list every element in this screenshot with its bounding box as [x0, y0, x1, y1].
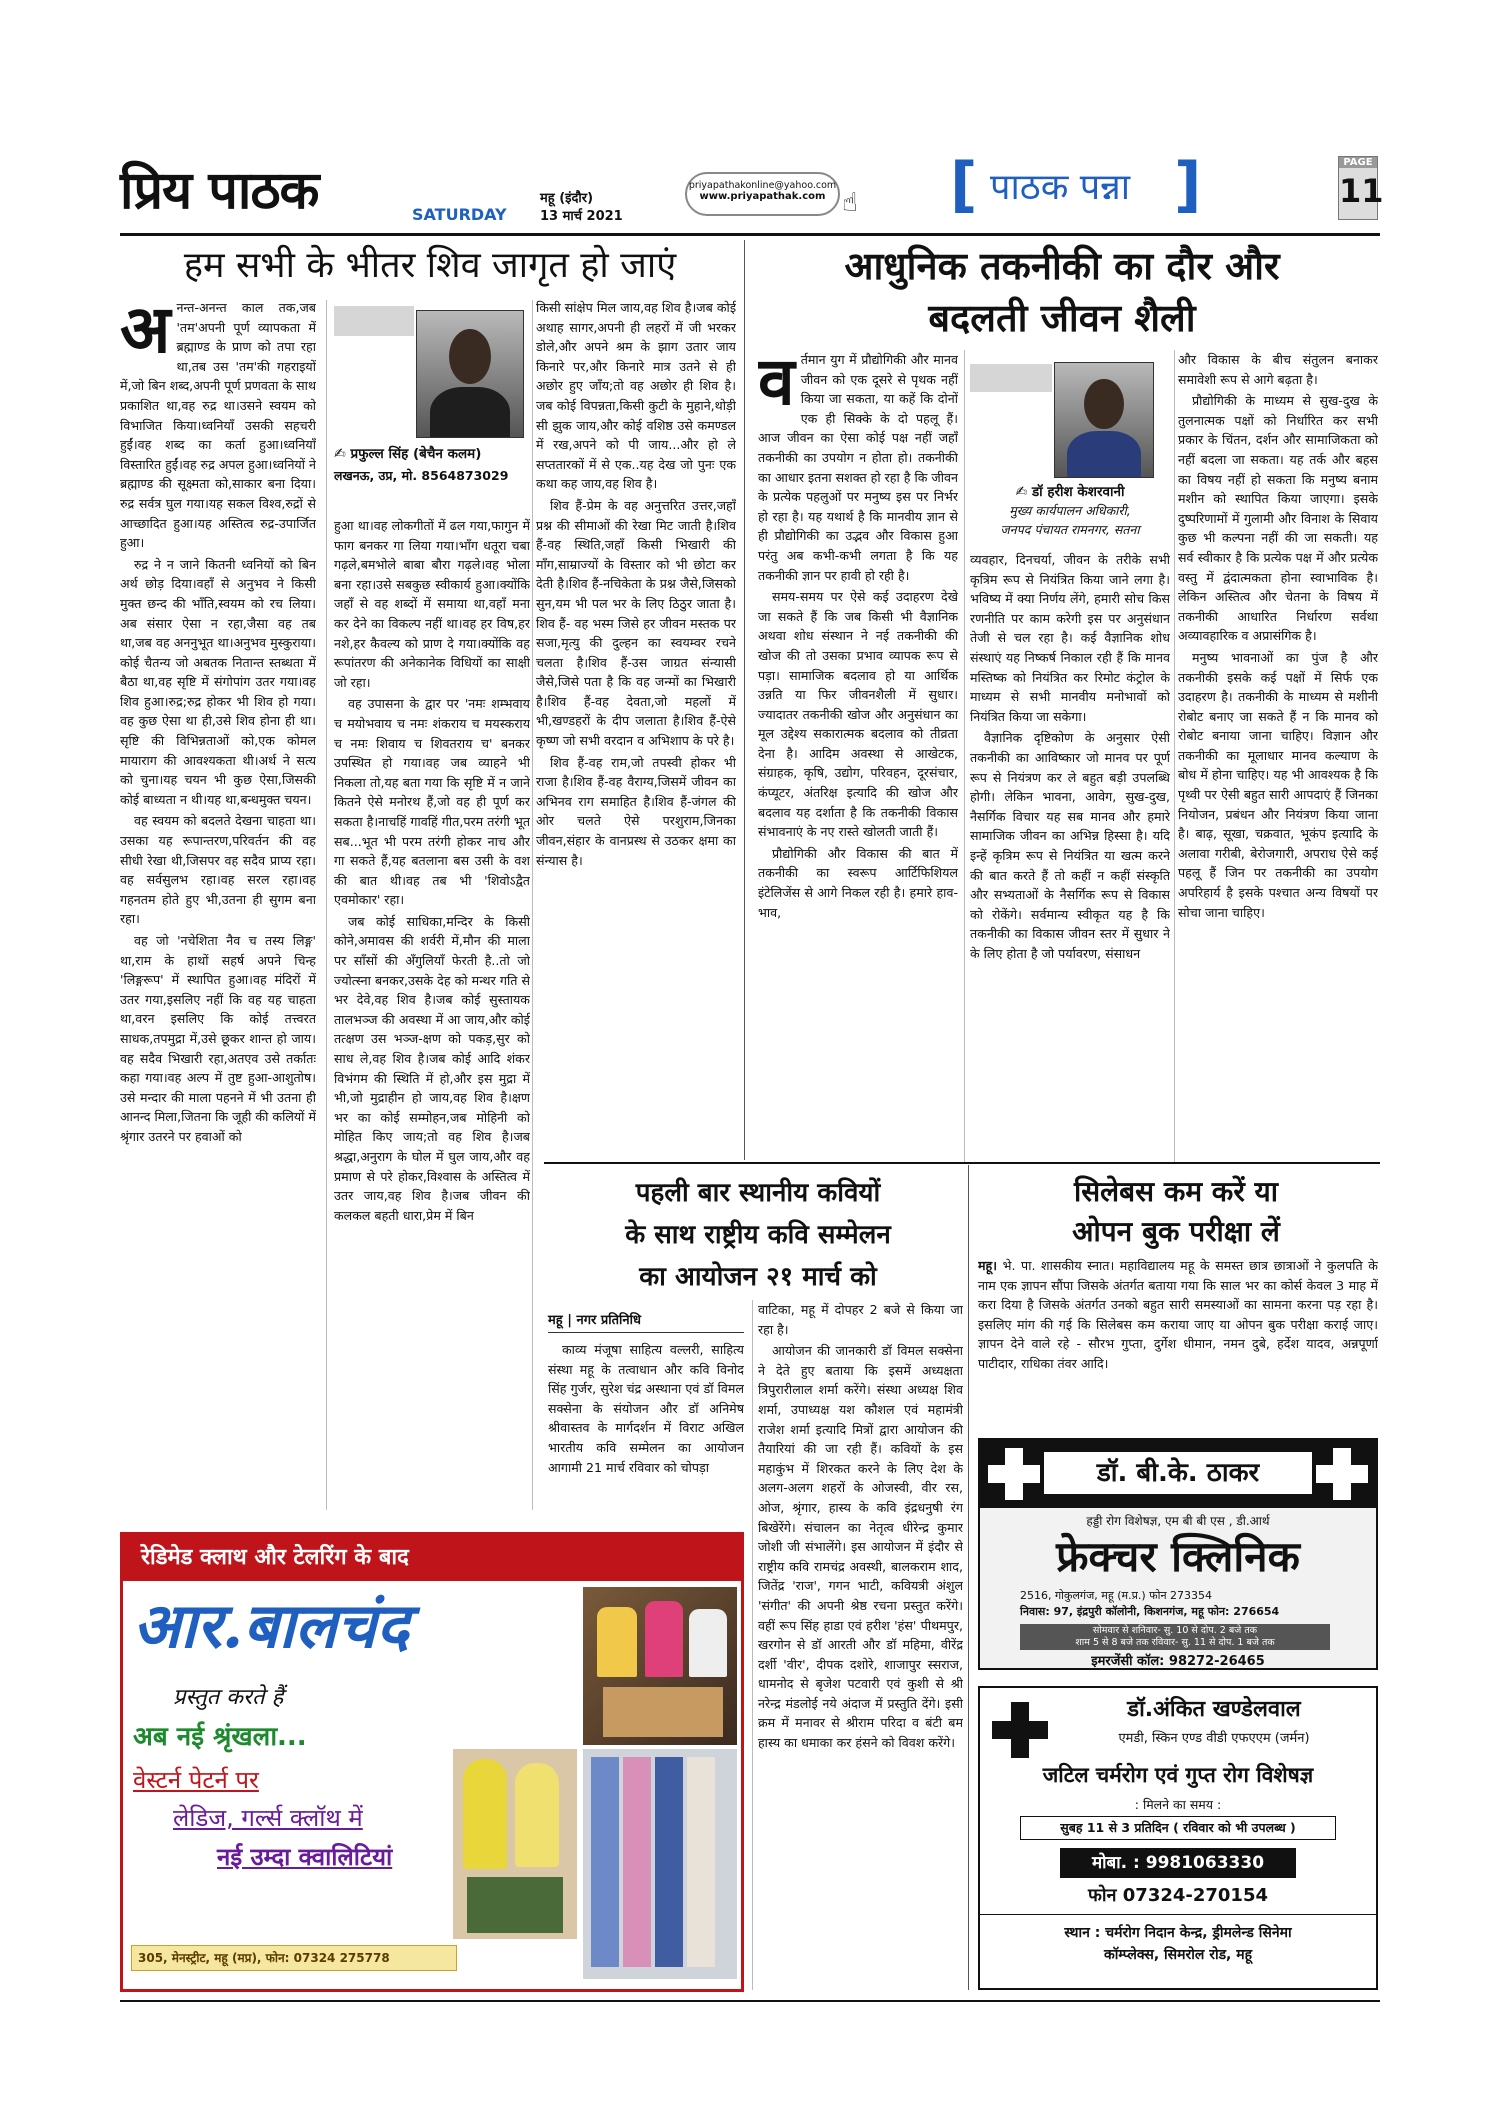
article2-author-role: मुख्य कार्यपालन अधिकारी, — [1009, 503, 1131, 518]
ad1-qualification: हड्डी रोग विशेषज्ञ, एम बी बी एस , डी.आर्थ — [1086, 1514, 1270, 1528]
article4-body: महू। भे. पा. शासकीय स्नात। महाविद्यालय महू के समस्त छात्र छात्राओं ने कुलपति के नाम एक ज्ञापन सौंपा जिसके अंतर्गत बताया गया कि साल भर का कोर्स केवल 3 माह में करा दिया है जिसके अंतर्गत उनको बहुत सारी समस्याओं का सामना करना पड़ रहा है। इसलिए मांग की गई कि सिलेबस कम कराया जाए या ओपन बुक परीक्षा कराई जाए। ज्ञापन देने वाले रहे - सौरभ गुप्ता, दुर्गेश धीमान, नमन दुबे, हर्देश यादव, अन्नपूर्णा पाटीदार, राधिका तंवर आदि। — [978, 1258, 1378, 1371]
ad-balchand[interactable] — [120, 1532, 744, 1992]
ad-fracture-clinic[interactable] — [978, 1438, 1378, 1670]
medical-cross-icon — [1316, 1448, 1368, 1500]
article2-headline: आधुनिक तकनीकी का दौर और बदलती जीवन शैली — [844, 243, 1280, 340]
bracket-left-icon: [ — [950, 150, 978, 220]
ad3-presents: प्रस्तुत करते हैं — [173, 1685, 284, 1710]
masthead-day: SATURDAY — [412, 205, 507, 224]
product-photo-tops — [583, 1587, 737, 1745]
pen-icon: ✍ — [1015, 484, 1028, 500]
masthead-divider — [120, 233, 1380, 236]
article1-dropcap: अ — [120, 298, 171, 368]
article2-author-box — [970, 358, 1170, 550]
email-link[interactable]: priyapathakonline@yahoo.com — [688, 180, 837, 191]
ad3-address-bar: 305, मेनस्ट्रीट, महू (मप्र), फोन: 07324 275778 — [131, 1945, 457, 1971]
article2-dropcap: व — [758, 350, 795, 420]
article1-author-place: लखनऊ, उप्र, मो. 8564873029 — [334, 468, 509, 483]
ad2-timing: सुबह 11 से 3 प्रतिदिन ( रविवार को भी उपलब्ध ) — [1020, 1816, 1336, 1840]
ad2-phone[interactable]: फोन 07324-270154 — [1087, 1885, 1269, 1906]
ad2-doctor-name: डॉ.अंकित खण्डेलवाल — [1127, 1697, 1301, 1722]
pen-icon: ✍ — [334, 446, 346, 462]
ad3-new-range: अब नई श्रृंखला... — [133, 1722, 307, 1752]
column-rule — [968, 1165, 969, 1990]
column-rule — [752, 1300, 753, 1990]
ad2-location: स्थान : चर्मरोग निदान केन्द्र, ड्रीमलेन्ड सिनेमा कॉम्प्लेक्स, सिमरोल रोड, महू — [1064, 1925, 1292, 1963]
product-photo-jeans — [583, 1749, 737, 1979]
article2-column1: व र्तमान युग में प्रौद्योगिकी और मानव जीवन को एक दूसरे से पृथक नहीं किया जा सकता, या कहें कि दोनों एक ही सिक्के के दो पहलू हैं। आज जीवन का ऐसा कोई पक्ष नहीं जहाँ तकनीकी का उपयोग न होता हो। तकनीकी का आधार इतना सशक्त हो रहा है कि जीवन के प्रत्येक पहलुओं पर मनुष्य इस पर निर्भर हो रहा है। यह यथार्थ है कि मानवीय ज्ञान से ही प्रौद्योगिकी का उद्भव और विकास हुआ परंतु अब कभी-कभी लगता है कि यह तकनीकी ज्ञान पर हावी हो रही है। समय-समय पर ऐसे कई उदाहरण देखे जा सकते हैं कि जब किसी भी वैज्ञानिक अथवा शोध संस्थान ने नई तकनीकी की खोज की तो उसका प्रभाव व्यापक रूप से पड़ा। सामाजिक बदलाव हो या आर्थिक उन्नति या फिर जीवनशैली में सुधार। ज्यादातर तकनीकी खोज और अनुसंधान का मूल उद्देश्य सकारात्मक बदलाव को तीव्रता देना है। आदिम अवस्था से आखेटक, संग्राहक, कृषि, उद्योग, परिवहन, दूरसंचार, कंप्यूटर, अंतरिक्ष इत्यादि की खोज और बदलाव यह दर्शाता है कि तकनीकी विकास संभावनाएं के नए रास्ते खोलती जाती हैं। प्रौद्योगिकी और विकास की बात में तकनीकी का स्वरूप आर्टिफिशियल इंटेलिजेंस से आगे निकल रही है। हमारे हाव-भाव, — [758, 350, 958, 920]
article1-column1: अ नन्त-अनन्त काल तक,जब 'तम'अपनी पूर्ण व्यापकता में ब्रह्माण्ड के प्राण को तपा रहा था,तब उस 'तम'की गहराइयों में,जो बिन शब्द,अपनी पूर्ण प्रणवता के साथ प्रकाशित था,वह रुद्र था।उसने स्वयम को विभाजित किया।ध्वनियाँ उसकी सहचरी हुईं।वह शब्द का कर्ता हुआ।ध्वनियाँ विस्तारित हुईं।वह रुद्र अपल हुआ।ध्वनियों ने ब्रह्माण्ड की सूक्ष्मता को,साकार बना दिया।रुद्र सर्वत्र घुल गया।यह सकल विश्व,रुद्रों से आच्छादित हुआ।यह अस्तित्व रुद्र-उपार्जित हुआ। रुद्र ने न जाने कितनी ध्वनियों को बिन अर्थ छोड़ दिया।वहाँ से अनुभव ने किसी मुक्त छन्द की भाँति,स्वयम को रच लिया।अब संसार ऐसा न रहा,जैसा वह तब था,जब वह अननुभूत था।अनुभव मुस्कुराया।कोई चैतन्य जो अबतक नितान्त स्तब्धता में बैठा था,वह सृष्टि में संगोपांग उतर गया।वह शिव हुआ।रुद्र;रुद्र होकर भी शिव हो गया।वह कुछ ऐसा था ही,उसे शिव होना ही था।सृष्टि की विभिन्नताओं को,एक कोमल मायाराग की आवश्यकता थी।अर्थ ने सत्य को चुना।यह चयन भी कुछ ऐसा,जिसकी कोई बाध्यता न थी।यह था,बन्धमुक्त चयन। वह स्वयम को बदलते देखना चाहता था।उसका यह रूपान्तरण,परिवर्तन की वह सीधी रेखा थी,जिसपर वह सदैव प्राप्य रहा।वह सर्वसुलभ रहा।वह सरल रहा।वह गहनतम होते हुए भी,उतना ही सुगम बना रहा। वह जो 'नचेशिता नैव च तस्य लिङ्ग' था,राम के हाथों सहर्ष अपने चिन्ह 'लिङ्गरूप' में स्थापित हुआ।वह मंदिरों में उतर गया,इसलिए नहीं कि वह यह चाहता था,वरन इसलिए कि कोई तत्त्वरत साधक,तपमुद्रा में,उसे छूकर शान्त हो जाय।वह सदैव भिखारी रहा,अतएव उसे तर्कातः कहा गया।वह अल्प में तुष्ट हुआ-आशुतोष।उसे मन्दार की माला पहनने में भी उतना ही आनन्द मिला,जितना कि जूही की कलियों में श्रृंगार उतरने पर हवाओं को — [120, 298, 316, 1144]
ad2-divider — [980, 1914, 1376, 1915]
ad3-banner: रेडिमेड क्लाथ और टेलरिंग के बाद — [123, 1535, 741, 1581]
article4-headline: सिलेबस कम करें या ओपन बुक परीक्षा लें — [1072, 1175, 1280, 1248]
section-divider — [544, 1162, 1380, 1164]
article3-column1: काव्य मंजूषा साहित्य वल्लरी, साहित्य संस्था महू के तत्वाधान और कवि विनोद सिंह गुर्जर, सुरेश चंद्र अस्थाना एवं डॉ विमल सक्सेना के संयोजन और डॉ अनिमेष श्रीवास्तव के मार्गदर्शन में विराट अखिल भारतीय कवि सम्मेलन का आयोजन आगामी 21 मार्च रविवार को चोपड़ा — [548, 1342, 744, 1475]
cursor-hand-icon: ☝ — [842, 188, 858, 218]
article3-headline: पहली बार स्थानीय कवियों के साथ राष्ट्रीय कवि सम्मेलन का आयोजन २१ मार्च को — [625, 1178, 891, 1292]
article2-author-place: जनपद पंचायत रामनगर, सतना — [1000, 522, 1140, 537]
column-rule — [326, 300, 327, 1510]
page-bottom-rule — [120, 2000, 1380, 2002]
masthead-date: 13 मार्च 2021 — [540, 209, 623, 224]
author-tab-gray — [334, 306, 414, 336]
medical-cross-icon — [988, 1448, 1040, 1500]
article1-author-photo — [416, 310, 524, 438]
column-rule — [964, 350, 965, 1162]
article2-column2: व्यवहार, दिनचर्या, जीवन के तरीके सभी कृत्रिम रूप से नियंत्रित किया जाने लगा है। भविष्य में क्या निर्णय लेंगे, हमारी सोच किस रणनीति पर काम करेगी इस पर अनुसंधान तेजी से चल रहा है। कई वैज्ञानिक शोध संस्थाएं यह निष्कर्ष निकाल रही हैं कि मानव मस्तिष्क को नियंत्रित कर रिमोट कंट्रोल के माध्यम से सभी मानवीय मनोभावों को नियंत्रित किया जा सकेगा। वैज्ञानिक दृष्टिकोण के अनुसार ऐसी तकनीकी का आविष्कार जो मानव पर पूर्ण रूप से नियंत्रण कर ले बहुत बड़ी उपलब्धि होगी। लेकिन भावना, आवेग, सुख-दुख, नैसर्गिक विचार यह सब मानव और हमारे सामाजिक जीवन का अभिन्न हिस्सा है। यदि इन्हें कृत्रिम रूप से नियंत्रित या खत्म करने की बात करते हैं तो कहीं न कहीं संस्कृति और सभ्यताओं के नैसर्गिक रूप से विकास को रोकेंगे। सर्वमान्य स्वीकृत यह है कि तकनीकी का विकास जीवन स्तर में सुधार ने के लिए होता है जो पर्यावरण, संसाधन — [970, 552, 1170, 961]
article1-column3: किसी सांक्षेप मिल जाय,वह शिव है।जब कोई अथाह सागर,अपनी ही लहरों में जी भरकर डोले,और अपने श्रम के झाग उतार जाय किनारे पर,और किनारे मात्र उतने से ही अछोर हुए जाँय;तो वह अछोर ही शिव है।जब कोई विपन्नता,किसी कुटी के मुहाने,थोड़ी सी झुक जाय,और कोई वशिष्ठ उसे कमण्डल में रख,अपने को पी जाय...और हो ले सप्ततारकों में से एक..यह देख जो पुनः एक कथा कह जाय,वह शिव है। शिव हैं-प्रेम के वह अनुत्तरित उत्तर,जहाँ प्रश्न की सीमाओं की रेखा मिट जाती है।शिव हैं-वह स्थिति,जहाँ किसी भिखारी की माँग,साम्राज्यों के विस्तार को भी छोटा कर देती है।शिव हैं-नचिकेता के प्रश्न जैसे,जिसको सुन,यम भी पल भर के लिए ठिठुर जाता है।शिव हैं- वह भस्म जिसे हर जीवन मस्तक पर सजा,मृत्यु की दुल्हन का स्वयम्वर रचने चलता है।शिव हैं-उस जाग्रत संन्यासी जैसे,जिसे पता है कि वह जन्मों का भिखारी है।शिव हैं-वह देवता,जो महलों में भी,खण्डहरों के दीप जलाता है।शिव हैं-ऐसे कृष्ण जो सभी वरदान व अभिशाप के परे है। शिव हैं-वह राम,जो तपस्वी होकर भी राजा है।शिव हैं-वह वैराग्य,जिसमें जीवन का अभिनव राग समाहित है।शिव हैं-जंगल की ओर चलते ऐसे परशुराम,जिनका जीवन,संहार के वानप्रस्थ से उठकर क्षमा का संन्यास है। — [536, 300, 736, 868]
ad1-doctor-name: डॉ. बी.के. ठाकर — [1044, 1452, 1312, 1494]
article1-column2: हुआ था।वह लोकगीतों में ढल गया,फागुन में फाग बनकर गा लिया गया।भाँग धतूरा चबा गढ़ले,बमभोले बाबा बौरा गढ़ले।वह भोला बना रहा।उसे सबकुछ स्वीकार्य हुआ।क्योंकि जहाँ से वह शब्दों में समाया था,वहाँ मना कर देने का विकल्प नहीं था।वह हर विष,हर नशे,हर कैवल्य को प्राण दे गया।क्योंकि वह रूपांतरण की अनेकानेक विधियों का साक्षी जो रहा। वह उपासना के द्वार पर 'नमः शम्भवाय च मयोभवाय च नमः शंकराय च मयस्कराय च नमः शिवाय च शिवतराय च' बनकर उपस्थित हो गया।वह जब व्याहने भी निकला तो,यह बता गया कि सृष्टि में न जाने कितने ऐसे मनोरथ हैं,जो वह ही पूर्ण कर सकता है।नाचहिं गावहिं गीत,परम तरंगी भूत सब...भूत भी परम तरंगी होकर नाच और गा सकते हैं,यह बतलाना बस उसी के वश की बात थी।वह तब भी 'शिवोऽद्वैत एवमोकार' रहा। जब कोई साधिका,मन्दिर के किसी कोने,अमावस की शर्वरी में,मौन की माला पर साँसों की अँगुलियाँ फेरती है..तो जो ज्योत्स्ना बनकर,उसके देह को मन्थर गति से भर देवे,वह शिव है।जब कोई सुस्तायक तालभञ्ज की अवस्था में आ जाय,और कोई तत्क्षण उस भञ्ज-क्षण को पकड़,सुर को साध ले,वह शिव है।जब कोई आदि शंकर विभंगम की स्थिति में हो,और इस मुद्रा में भी,जो मुद्राहीन हो जाय,वह शिव है।क्षण भर का कोई सम्मोहन,जब मोहिनी को मोहित किए जाय;तो वह शिव है।जब श्रद्धा,अनुराग के घोल में घुल जाय,और वह प्रमाण से परे होकर,विश्वास के अस्तित्व में उतर जाय,वह शिव है।जब जीवन की कलकल बहती धारा,प्रेम में बिन — [334, 518, 530, 1223]
ad1-emergency: इमरजेंसी कॉल: 98272-26465 — [1091, 1654, 1265, 1669]
article2-column3: और विकास के बीच संतुलन बनाकर समावेशी रूप से आगे बढ़ता है। प्रौद्योगिकी के माध्यम से सुख-दुख के तुलनात्मक पक्षों को निर्धारित कर सभी प्रकार के चिंतन, दर्शन और सामाजिकता को नहीं बदला जा सकता। यह तर्क और बहस का विषय नहीं हो सकता कि मनुष्य बनाम मशीन को स्थापित किया जाएगा। इसके दुष्परिणामों में गुलामी और विनाश के सिवाय कुछ भी कल्पना नहीं की जा सकती। यह सर्व स्वीकार है कि प्रत्येक पक्ष में और प्रत्येक वस्तु में द्वंदात्मकता होना स्वाभाविक है। लेकिन अस्तित्व और चेतना के विषय में तकनीकी आधारित निर्धारण सर्वथा अव्यावहारिक व अप्रासंगिक है। मनुष्य भावनाओं का पुंज है और तकनीकी इसके कई पक्षों में सिर्फ एक उदाहरण है। तकनीकी के माध्यम से मशीनी रोबोट बनाए जा सकते हैं न कि मानव को रोबोट बनाया जाना चाहिए। विज्ञान और तकनीकी का मूलाधार मानव कल्याण के बोध में होना चाहिए। यह भी आवश्यक है कि पृथ्वी पर ऐसी बहुत सारी आपदाएं हैं जिनका नियोजन, प्रबंधन और नियंत्रण किया जाना है। बाढ़, सूखा, चक्रवात, भूकंप इत्यादि के अलावा गरीबी, बेरोजगारी, अपराध ऐसे कई पहलू हैं जिन पर तकनीकी का उपयोग अपरिहार्य है इसके पश्चात अन्य विषयों पर सोचा जाना चाहिए। — [1178, 352, 1378, 920]
bracket-right-icon: ] — [1174, 150, 1202, 220]
article1-author-box — [334, 300, 529, 500]
article3-column2: वाटिका, महू में दोपहर 2 बजे से किया जा रहा है। आयोजन की जानकारी डॉ विमल सक्सेना ने देते हुए बताया कि इसमें अध्यक्षता त्रिपुरारीलाल शर्मा करेंगे। संस्था अध्यक्ष शिव शर्मा, उपाध्यक्ष यश कौशल एवं महामंत्री राजेश शर्मा इत्यादि मित्रों द्वारा आयोजन की तैयारियां की जा रही हैं। कवियों के इस महाकुंभ में शिरकत करने के लिए देश के अलग-अलग शहरों के ओजस्वी, वीर रस, ओज, श्रृंगार, हास्य के कवि इंद्रधनुषी रंग बिखेरेंगे। संचालन का नेतृत्व धीरेन्द्र कुमार जोशी जी संभालेंगे। इस आयोजन में इंदौर से राष्ट्रीय कवि रामचंद्र अवस्थी, बालकराम शाद, जितेंद्र 'राज', गगन भाटी, कवियत्री अंशुल 'संगीत' की अपनी श्रेष्ठ रचना प्रस्तुत करेंगे। वहीं रूप सिंह हाडा एवं हरीश 'हंस' पीथमपुर, खरगोन से डॉ आरती और डॉ महिमा, वीरेंद्र दर्शी 'वीर', दीपक दशोरे, शाजापुर स्सराज, धामनोद से बृजेश पटवारी एवं कुशी से श्री नरेन्द्र मंडलोई नये अंदाज में प्रस्तुति देंगे। इसी क्रम में मनावर से श्रीराम परिदा व बंटी बम हास्य का धमाका कर हंसने को विवश करेंगे। — [758, 1302, 963, 1751]
article1-byline: ✍ प्रफुल्ल सिंह (बेचैन कलम) — [334, 446, 482, 462]
ad3-line3: नई उम्दा क्वालिटियां — [217, 1843, 393, 1871]
ad1-clinic-name: फ्रेक्चर क्लिनिक — [1056, 1532, 1300, 1581]
column-rule — [744, 240, 745, 1160]
ad2-qualification: एमडी, स्किन एण्ड वीडी एफएएम (जर्मन) — [1118, 1731, 1310, 1746]
masthead-place: महू (इंदौर) — [540, 191, 594, 206]
article1-headline: हम सभी के भीतर शिव जागृत हो जाएं — [183, 245, 677, 286]
ad3-brand: आर.बालचंद — [133, 1589, 410, 1662]
masthead — [120, 150, 1384, 235]
ad2-specialty: जटिल चर्मरोग एवं गुप्त रोग विशेषज्ञ — [1042, 1763, 1314, 1787]
ad1-timing-box: सोमवार से शनिवार- सु. 10 से दोप. 2 बजे तक शाम 5 से 8 बजे तक रविवार- सु. 11 से दोप. 1 बजे तक — [1020, 1624, 1330, 1650]
product-photo-dresses — [453, 1749, 577, 1939]
section-title: पाठक पन्ना — [990, 167, 1131, 208]
contact-badge — [685, 172, 840, 216]
article2-byline: ✍ डॉ हरीश केशरवानी — [1015, 484, 1125, 500]
column-rule — [532, 300, 533, 1510]
article2-author-photo — [1054, 362, 1154, 478]
article3-reporter-line: महू | नगर प्रतिनिधि — [548, 1310, 744, 1333]
author-tab-gray — [970, 364, 1052, 392]
ad-skin-clinic[interactable] — [978, 1686, 1378, 1990]
masthead-logo: प्रिय पाठक — [120, 160, 319, 221]
medical-cross-icon — [992, 1702, 1048, 1758]
article4-dateline: महू। — [978, 1258, 997, 1273]
ad2-timing-label: : मिलने का समय : — [1134, 1797, 1222, 1812]
ad1-address: 2516, गोकुलगंज, महू (म.प्र.) फोन 273354 — [1020, 1589, 1213, 1602]
ad3-line2: लेडिज, गर्ल्स क्लॉथ में — [173, 1804, 363, 1832]
column-rule — [1174, 350, 1175, 1162]
ad1-residence: निवास: 97, इंद्रपुरी कॉलोनी, किशनगंज, महू फोन: 276654 — [1020, 1605, 1280, 1618]
page-number-box: PAGE 11 — [1338, 156, 1378, 220]
ad3-line1: वेस्टर्न पेटर्न पर — [133, 1766, 259, 1794]
section-label — [950, 150, 1202, 220]
ad2-mobile[interactable]: मोबा. : 9981063330 — [1060, 1848, 1296, 1878]
website-link[interactable]: www.priyapathak.com — [699, 191, 826, 202]
